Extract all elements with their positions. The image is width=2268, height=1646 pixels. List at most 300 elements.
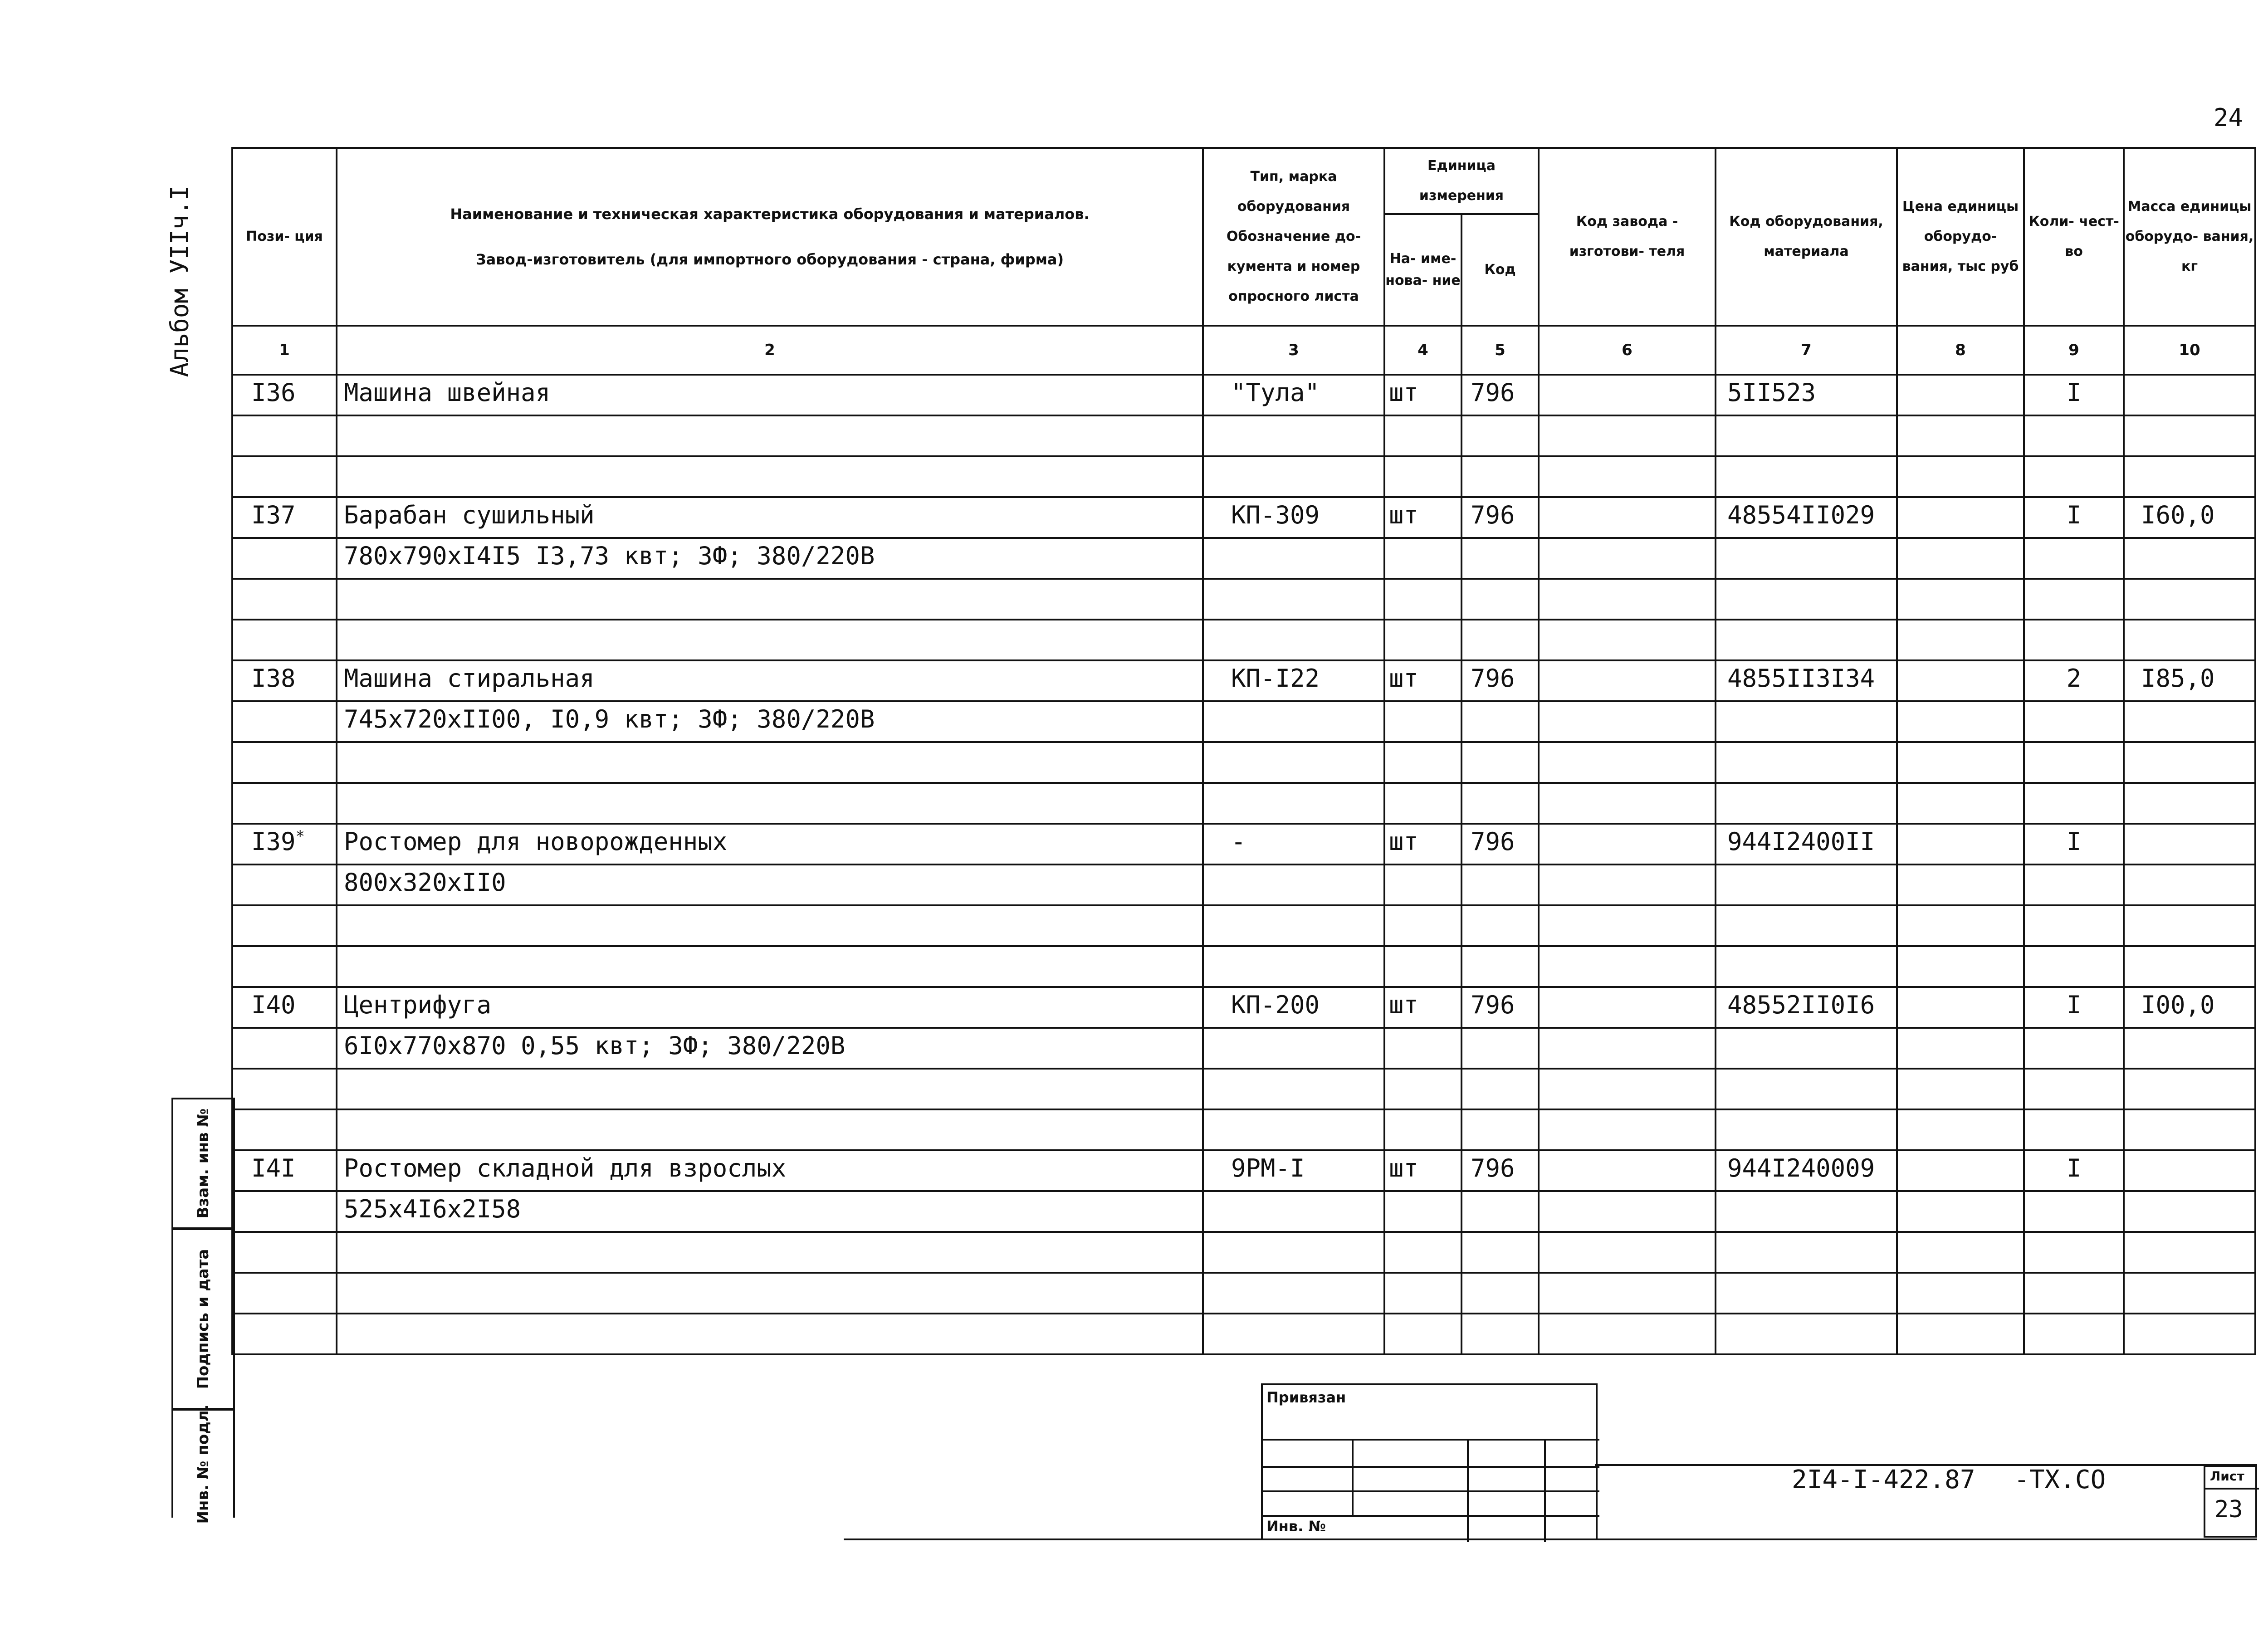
qty-cell	[2024, 538, 2124, 579]
table-row	[232, 579, 2255, 620]
factory-code-cell	[1539, 660, 1716, 701]
mass-cell	[2124, 1028, 2255, 1069]
position-cell	[232, 1273, 337, 1314]
unit-code-cell	[1461, 701, 1539, 742]
stamp-podpis-data: Подпись и дата	[171, 1228, 235, 1410]
unit-name-cell: шт	[1384, 497, 1461, 538]
position-cell	[232, 1232, 337, 1273]
price-cell	[1897, 415, 2024, 456]
factory-code-cell	[1539, 1314, 1716, 1354]
table-row	[232, 1150, 2255, 1191]
qty-cell	[2024, 701, 2124, 742]
qty-cell	[2024, 865, 2124, 905]
table-body	[232, 375, 2255, 1354]
table-header	[232, 148, 2255, 214]
mass-cell	[2124, 865, 2255, 905]
position-cell	[232, 1191, 337, 1232]
mass-cell	[2124, 1109, 2255, 1150]
factory-code-cell	[1539, 415, 1716, 456]
price-cell	[1897, 579, 2024, 620]
qty-cell: I	[2024, 497, 2124, 538]
unit-code-cell	[1461, 1069, 1539, 1109]
factory-code-cell	[1539, 1109, 1716, 1150]
table-row	[232, 987, 2255, 1028]
name-cell	[337, 742, 1203, 783]
type-cell: 9РМ-I	[1203, 1150, 1384, 1191]
footnote-mark: *	[295, 827, 305, 845]
unit-name-cell	[1384, 946, 1461, 987]
qty-cell: I	[2024, 824, 2124, 865]
type-cell	[1203, 1028, 1384, 1069]
table-row	[232, 865, 2255, 905]
table-row	[232, 905, 2255, 946]
mass-cell	[2124, 824, 2255, 865]
qty-cell	[2024, 783, 2124, 824]
type-cell: КП-200	[1203, 987, 1384, 1028]
unit-code-cell	[1461, 1314, 1539, 1354]
factory-code-cell	[1539, 701, 1716, 742]
qty-cell	[2024, 905, 2124, 946]
unit-name-cell	[1384, 538, 1461, 579]
factory-code-cell	[1539, 1191, 1716, 1232]
position-cell	[232, 946, 337, 987]
unit-name-cell	[1384, 620, 1461, 660]
name-cell	[337, 456, 1203, 497]
name-cell	[337, 1069, 1203, 1109]
stamp-vzam-inv: Взам. инв №	[171, 1098, 235, 1229]
type-cell	[1203, 1273, 1384, 1314]
position-cell	[232, 1314, 337, 1354]
factory-code-cell	[1539, 1069, 1716, 1109]
price-cell	[1897, 1109, 2024, 1150]
type-cell: КП-309	[1203, 497, 1384, 538]
document-suffix: -ТХ.СО	[2014, 1465, 2106, 1495]
header-factory-code: Код завода - изготови- теля	[1539, 148, 1716, 326]
table-row	[232, 1232, 2255, 1273]
unit-code-cell: 796	[1461, 824, 1539, 865]
unit-name-cell	[1384, 1273, 1461, 1314]
price-cell	[1897, 497, 2024, 538]
factory-code-cell	[1539, 1232, 1716, 1273]
material-code-cell	[1716, 865, 1897, 905]
page-number: 24	[2214, 103, 2244, 132]
position-cell: I36	[232, 375, 337, 415]
material-code-cell	[1716, 946, 1897, 987]
position-cell	[232, 1109, 337, 1150]
table-row	[232, 824, 2255, 865]
position-cell	[232, 865, 337, 905]
mass-cell	[2124, 1273, 2255, 1314]
factory-code-cell	[1539, 742, 1716, 783]
material-code-cell: 48552II0I6	[1716, 987, 1897, 1028]
name-cell: 780x790xI4I5 I3,73 квт; 3Ф; 380/220В	[337, 538, 1203, 579]
qty-cell: I	[2024, 375, 2124, 415]
price-cell	[1897, 824, 2024, 865]
inv-no-label: Инв. №	[1266, 1518, 1326, 1535]
material-code-cell	[1716, 742, 1897, 783]
unit-code-cell	[1461, 456, 1539, 497]
type-cell	[1203, 701, 1384, 742]
unit-code-cell: 796	[1461, 660, 1539, 701]
name-cell	[337, 415, 1203, 456]
price-cell	[1897, 1191, 2024, 1232]
mass-cell	[2124, 742, 2255, 783]
name-cell	[337, 620, 1203, 660]
qty-cell	[2024, 1028, 2124, 1069]
unit-name-cell	[1384, 1232, 1461, 1273]
name-cell	[337, 1232, 1203, 1273]
type-cell	[1203, 783, 1384, 824]
qty-cell	[2024, 1273, 2124, 1314]
qty-cell	[2024, 742, 2124, 783]
header-qty: Коли- чест- во	[2024, 148, 2124, 326]
stamp-inv-podl: Инв. № подл.	[171, 1409, 235, 1518]
price-cell	[1897, 456, 2024, 497]
table-row	[232, 660, 2255, 701]
price-cell	[1897, 375, 2024, 415]
unit-name-cell	[1384, 905, 1461, 946]
unit-code-cell	[1461, 1273, 1539, 1314]
name-cell: Ростомер для новорожденных	[337, 824, 1203, 865]
position-cell	[232, 783, 337, 824]
price-cell	[1897, 620, 2024, 660]
position-cell	[232, 456, 337, 497]
position-cell	[232, 538, 337, 579]
unit-name-cell: шт	[1384, 824, 1461, 865]
column-number: 5	[1461, 326, 1539, 375]
header-material-code: Код оборудования, материала	[1716, 148, 1897, 326]
price-cell	[1897, 1069, 2024, 1109]
factory-code-cell	[1539, 497, 1716, 538]
factory-code-cell	[1539, 538, 1716, 579]
material-code-cell: 5II523	[1716, 375, 1897, 415]
table-row	[232, 1314, 2255, 1354]
type-cell	[1203, 946, 1384, 987]
unit-name-cell	[1384, 865, 1461, 905]
table-row	[232, 1069, 2255, 1109]
column-number: 2	[337, 326, 1203, 375]
header-pos: Пози- ция	[232, 148, 337, 326]
mass-cell	[2124, 946, 2255, 987]
header-mass: Масса единицы оборудо- вания, кг	[2124, 148, 2255, 326]
factory-code-cell	[1539, 579, 1716, 620]
unit-name-cell: шт	[1384, 660, 1461, 701]
mass-cell: I60,0	[2124, 497, 2255, 538]
unit-code-cell: 796	[1461, 497, 1539, 538]
unit-name-cell	[1384, 783, 1461, 824]
table-row	[232, 1191, 2255, 1232]
qty-cell	[2024, 1191, 2124, 1232]
type-cell	[1203, 1191, 1384, 1232]
type-cell	[1203, 1232, 1384, 1273]
table-row	[232, 375, 2255, 415]
header-price: Цена единицы оборудо- вания, тыс руб	[1897, 148, 2024, 326]
unit-name-cell	[1384, 415, 1461, 456]
mass-cell	[2124, 620, 2255, 660]
column-number: 8	[1897, 326, 2024, 375]
column-number: 4	[1384, 326, 1461, 375]
mass-cell	[2124, 538, 2255, 579]
mass-cell	[2124, 579, 2255, 620]
unit-code-cell	[1461, 1232, 1539, 1273]
material-code-cell	[1716, 1069, 1897, 1109]
table-row	[232, 783, 2255, 824]
mass-cell	[2124, 1232, 2255, 1273]
unit-code-cell	[1461, 783, 1539, 824]
unit-code-cell	[1461, 415, 1539, 456]
type-cell	[1203, 456, 1384, 497]
price-cell	[1897, 1314, 2024, 1354]
type-cell	[1203, 1314, 1384, 1354]
column-number: 1	[232, 326, 337, 375]
material-code-cell	[1716, 620, 1897, 660]
price-cell	[1897, 987, 2024, 1028]
price-cell	[1897, 538, 2024, 579]
qty-cell	[2024, 946, 2124, 987]
price-cell	[1897, 1232, 2024, 1273]
mass-cell: I85,0	[2124, 660, 2255, 701]
position-cell	[232, 1028, 337, 1069]
name-cell	[337, 579, 1203, 620]
position-cell	[232, 579, 337, 620]
column-number: 9	[2024, 326, 2124, 375]
header-unit-group: Единица измерения	[1384, 148, 1539, 214]
price-cell	[1897, 946, 2024, 987]
position-cell	[232, 415, 337, 456]
material-code-cell	[1716, 1109, 1897, 1150]
name-cell: 525x4I6x2I58	[337, 1191, 1203, 1232]
mass-cell	[2124, 783, 2255, 824]
qty-cell: I	[2024, 1150, 2124, 1191]
table-row	[232, 538, 2255, 579]
name-cell	[337, 783, 1203, 824]
position-cell	[232, 620, 337, 660]
column-number: 6	[1539, 326, 1716, 375]
name-cell: Ростомер складной для взрослых	[337, 1150, 1203, 1191]
position-cell	[232, 905, 337, 946]
unit-name-cell: шт	[1384, 375, 1461, 415]
position-cell: I40	[232, 987, 337, 1028]
name-cell: Центрифуга	[337, 987, 1203, 1028]
type-cell	[1203, 1069, 1384, 1109]
unit-name-cell	[1384, 701, 1461, 742]
mass-cell	[2124, 1314, 2255, 1354]
type-cell	[1203, 579, 1384, 620]
qty-cell: 2	[2024, 660, 2124, 701]
name-cell: Машина швейная	[337, 375, 1203, 415]
factory-code-cell	[1539, 620, 1716, 660]
factory-code-cell	[1539, 946, 1716, 987]
material-code-cell	[1716, 701, 1897, 742]
type-cell: "Тула"	[1203, 375, 1384, 415]
table-row	[232, 456, 2255, 497]
material-code-cell	[1716, 579, 1897, 620]
name-cell	[337, 1109, 1203, 1150]
material-code-cell	[1716, 1314, 1897, 1354]
unit-code-cell	[1461, 742, 1539, 783]
unit-code-cell	[1461, 905, 1539, 946]
mass-cell	[2124, 456, 2255, 497]
privyazan-label: Привязан	[1266, 1389, 1346, 1406]
factory-code-cell	[1539, 1150, 1716, 1191]
unit-name-cell	[1384, 1028, 1461, 1069]
table-row	[232, 742, 2255, 783]
column-number: 10	[2124, 326, 2255, 375]
factory-code-cell	[1539, 456, 1716, 497]
price-cell	[1897, 660, 2024, 701]
album-label: Альбом УІІч.І	[165, 185, 194, 377]
mass-cell	[2124, 701, 2255, 742]
material-code-cell	[1716, 456, 1897, 497]
unit-name-cell	[1384, 1069, 1461, 1109]
factory-code-cell	[1539, 905, 1716, 946]
material-code-cell	[1716, 1191, 1897, 1232]
unit-code-cell: 796	[1461, 375, 1539, 415]
price-cell	[1897, 905, 2024, 946]
material-code-cell	[1716, 1028, 1897, 1069]
table-row	[232, 497, 2255, 538]
unit-code-cell	[1461, 1109, 1539, 1150]
mass-cell	[2124, 375, 2255, 415]
material-code-cell	[1716, 905, 1897, 946]
header-unit-name: На- име- нова- ние	[1384, 214, 1461, 326]
qty-cell	[2024, 1232, 2124, 1273]
table-row	[232, 415, 2255, 456]
price-cell	[1897, 1028, 2024, 1069]
unit-name-cell: шт	[1384, 1150, 1461, 1191]
name-cell: Машина стиральная	[337, 660, 1203, 701]
unit-name-cell	[1384, 1191, 1461, 1232]
price-cell	[1897, 1273, 2024, 1314]
qty-cell	[2024, 620, 2124, 660]
position-cell	[232, 742, 337, 783]
mass-cell	[2124, 1191, 2255, 1232]
qty-cell: I	[2024, 987, 2124, 1028]
column-number: 7	[1716, 326, 1897, 375]
unit-code-cell	[1461, 579, 1539, 620]
material-code-cell: 944I240009	[1716, 1150, 1897, 1191]
header-name: Наименование и техническая характеристика оборудования и материалов. Завод-изготовитель (для импортного оборудования - страна, фирма)	[337, 148, 1203, 326]
column-number: 3	[1203, 326, 1384, 375]
position-cell	[232, 1069, 337, 1109]
unit-name-cell	[1384, 742, 1461, 783]
unit-code-cell	[1461, 1191, 1539, 1232]
unit-name-cell	[1384, 579, 1461, 620]
material-code-cell	[1716, 1273, 1897, 1314]
price-cell	[1897, 701, 2024, 742]
name-cell: 800x320xII0	[337, 865, 1203, 905]
material-code-cell	[1716, 415, 1897, 456]
unit-name-cell	[1384, 1314, 1461, 1354]
factory-code-cell	[1539, 865, 1716, 905]
material-code-cell	[1716, 783, 1897, 824]
table-row	[232, 620, 2255, 660]
position-cell: I37	[232, 497, 337, 538]
type-cell: -	[1203, 824, 1384, 865]
qty-cell	[2024, 579, 2124, 620]
position-cell: I39*	[232, 824, 337, 865]
factory-code-cell	[1539, 1273, 1716, 1314]
header-unit-code: Код	[1461, 214, 1539, 326]
qty-cell	[2024, 1109, 2124, 1150]
unit-code-cell	[1461, 865, 1539, 905]
document-code: 2I4-I-422.87	[1792, 1465, 1975, 1495]
equipment-spec-table	[231, 147, 2256, 1355]
name-cell	[337, 1273, 1203, 1314]
name-cell	[337, 905, 1203, 946]
name-cell	[337, 946, 1203, 987]
unit-name-cell	[1384, 1109, 1461, 1150]
name-cell: 6I0x770x870 0,55 квт; 3Ф; 380/220В	[337, 1028, 1203, 1069]
price-cell	[1897, 742, 2024, 783]
type-cell	[1203, 538, 1384, 579]
type-cell	[1203, 865, 1384, 905]
factory-code-cell	[1539, 987, 1716, 1028]
unit-code-cell	[1461, 946, 1539, 987]
type-cell	[1203, 1109, 1384, 1150]
privyazan-box	[1261, 1383, 1598, 1540]
name-cell	[337, 1314, 1203, 1354]
qty-cell	[2024, 415, 2124, 456]
header-type: Тип, марка оборудования Обозначение до- кумента и номер опросного листа	[1203, 148, 1384, 326]
mass-cell	[2124, 1150, 2255, 1191]
type-cell	[1203, 620, 1384, 660]
material-code-cell	[1716, 538, 1897, 579]
factory-code-cell	[1539, 824, 1716, 865]
table-row	[232, 1028, 2255, 1069]
position-cell	[232, 701, 337, 742]
unit-code-cell	[1461, 538, 1539, 579]
material-code-cell: 4855II3I34	[1716, 660, 1897, 701]
price-cell	[1897, 865, 2024, 905]
material-code-cell: 48554II029	[1716, 497, 1897, 538]
table-row	[232, 1273, 2255, 1314]
name-cell: 745x720xII00, I0,9 квт; 3Ф; 380/220В	[337, 701, 1203, 742]
mass-cell: I00,0	[2124, 987, 2255, 1028]
type-cell	[1203, 905, 1384, 946]
sheet-label: Лист	[2210, 1469, 2244, 1484]
table-row	[232, 946, 2255, 987]
column-numbers-row	[232, 326, 2255, 375]
unit-code-cell	[1461, 620, 1539, 660]
factory-code-cell	[1539, 375, 1716, 415]
type-cell	[1203, 742, 1384, 783]
name-cell: Барабан сушильный	[337, 497, 1203, 538]
mass-cell	[2124, 905, 2255, 946]
table-row	[232, 1109, 2255, 1150]
material-code-cell	[1716, 1232, 1897, 1273]
type-cell	[1203, 415, 1384, 456]
price-cell	[1897, 1150, 2024, 1191]
unit-name-cell: шт	[1384, 987, 1461, 1028]
mass-cell	[2124, 415, 2255, 456]
unit-code-cell: 796	[1461, 1150, 1539, 1191]
mass-cell	[2124, 1069, 2255, 1109]
unit-name-cell	[1384, 456, 1461, 497]
factory-code-cell	[1539, 1028, 1716, 1069]
factory-code-cell	[1539, 783, 1716, 824]
position-cell: I4I	[232, 1150, 337, 1191]
material-code-cell: 944I2400II	[1716, 824, 1897, 865]
type-cell: КП-I22	[1203, 660, 1384, 701]
unit-code-cell	[1461, 1028, 1539, 1069]
qty-cell	[2024, 456, 2124, 497]
position-cell: I38	[232, 660, 337, 701]
sheet-box	[2204, 1465, 2257, 1538]
table-row	[232, 701, 2255, 742]
sheet-number: 23	[2214, 1496, 2243, 1523]
price-cell	[1897, 783, 2024, 824]
